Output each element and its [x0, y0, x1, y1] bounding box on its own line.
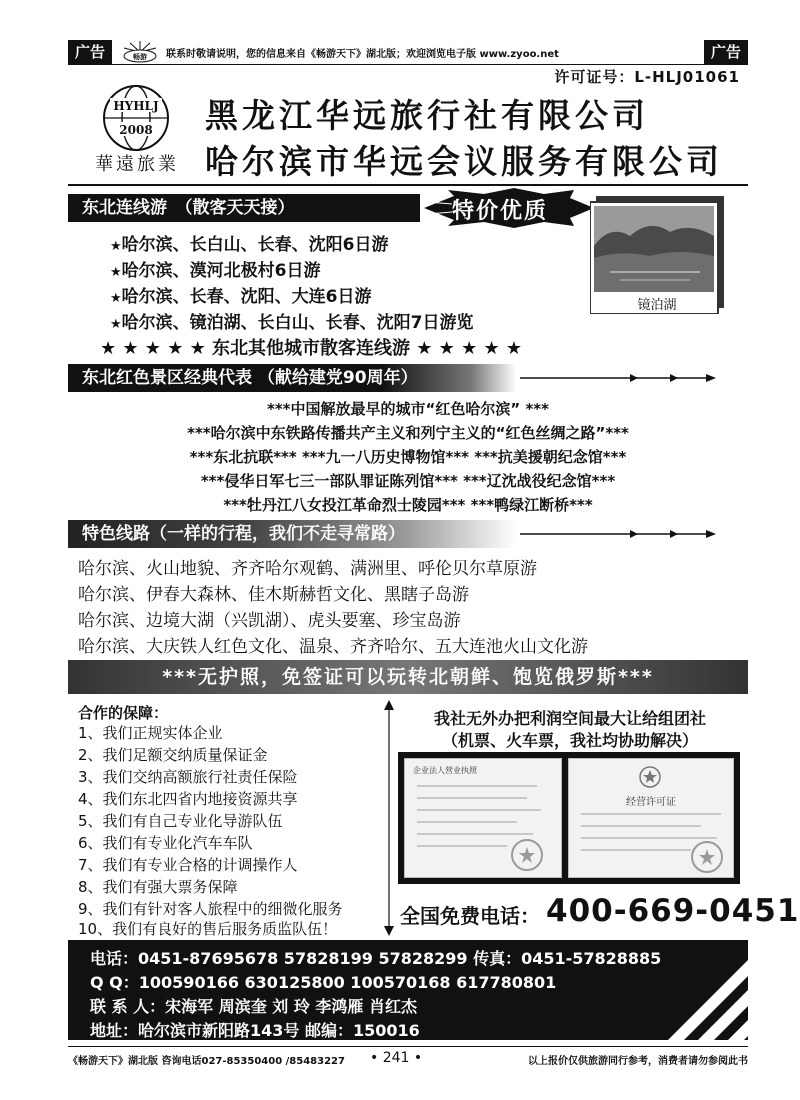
guarantee-item: 5、我们有自己专业化导游队伍 — [78, 812, 283, 830]
guarantee-item: 10、我们有良好的售后服务质监队伍！ — [78, 920, 338, 938]
magazine-logo-icon — [120, 40, 160, 64]
decorative-stripes-icon — [608, 940, 748, 1040]
company-name-2: 哈尔滨市华远会议服务有限公司 — [205, 142, 723, 181]
tour-item — [110, 256, 320, 281]
vertical-arrow-icon — [383, 700, 395, 936]
guarantee-item: 7、我们有专业合格的计调操作人 — [78, 856, 298, 874]
route-item: 哈尔滨、大庆铁人红色文化、温泉、齐齐哈尔、五大连池火山文化游 — [78, 637, 588, 657]
promo-line-1: 我社无外办把利润空间最大让给组团社 — [433, 709, 706, 728]
route-item: 哈尔滨、火山地貌、齐齐哈尔观鹤、满洲里、呼伦贝尔草原游 — [78, 559, 537, 579]
section-featured-routes-title: 特色线路（一样的行程，我们不走寻常路） — [68, 520, 516, 548]
guarantee-item: 6、我们有专业化汽车车队 — [78, 834, 253, 852]
guarantee-item: 9、我们有针对客人旅程中的细微化服务 — [78, 900, 343, 918]
footer-divider — [68, 1046, 748, 1047]
arrow-line-icon — [520, 372, 720, 384]
emblem-line-2: 2008 — [119, 123, 153, 137]
red-site-item: ***侵华日军七三一部队罪证陈列馆*** ***辽沈战役纪念馆*** — [200, 472, 616, 490]
contact-address: 地址：哈尔滨市新阳路143号 邮编：150016 — [90, 1021, 420, 1040]
magazine-logo-text: 畅游 — [133, 53, 147, 61]
tour-item — [110, 308, 473, 333]
official-seal-icon — [689, 839, 725, 875]
official-seal-icon — [509, 837, 545, 873]
top-ad-strip — [68, 40, 748, 64]
photo-caption: 镜泊湖 — [637, 298, 677, 313]
contact-qq: Q Q：100590166 630125800 100570168 617780801 — [90, 973, 557, 992]
other-cities-line: ★ ★ ★ ★ ★ 东北其他城市散客连线游 ★ ★ ★ ★ ★ — [100, 338, 523, 359]
company-name-1: 黑龙江华远旅行社有限公司 — [205, 96, 649, 135]
guarantee-item: 4、我们东北四省内地接资源共享 — [78, 790, 298, 808]
guarantee-item: 1、我们正规实体企业 — [78, 724, 223, 742]
top-notice: 联系时敬请说明，您的信息来自《畅游天下》湖北版；欢迎浏览电子版 www.zyoo.net — [166, 49, 559, 60]
guarantee-title: 合作的保障： — [78, 704, 169, 722]
page-number: • 241 • — [370, 1050, 423, 1066]
operating-permit-image — [568, 758, 734, 878]
footer-disclaimer: 以上报价仅供旅游同行参考，消费者请勿参阅此书 — [528, 1056, 748, 1067]
section-northeast-tours-title: 东北连线游 （散客天天接） — [68, 194, 420, 222]
ad-tag-right: 广告 — [704, 40, 748, 64]
red-site-item: ***牡丹江八女投江革命烈士陵园*** ***鸭绿江断桥*** — [223, 496, 593, 514]
toll-free-label: 全国免费电话： — [400, 904, 540, 928]
footer-magazine-info: 《畅游天下》湖北版 咨询电话027-85350400 /85483227 — [68, 1056, 345, 1067]
guarantee-item: 2、我们足额交纳质量保证金 — [78, 746, 268, 764]
star-icon: ★ — [110, 239, 122, 254]
license-number: 许可证号：L-HLJ01061 — [554, 68, 740, 86]
certificates-panel — [398, 752, 740, 884]
tour-label: 哈尔滨、长白山、长春、沈阳6日游 — [121, 235, 389, 255]
emblem-line-1: HYHLJ — [113, 99, 159, 113]
special-offer-label: 特价优质 — [452, 199, 549, 224]
tour-item — [110, 282, 371, 307]
contact-persons: 联 系 人：宋海军 周滨奎 刘 玲 李鸿雁 肖红杰 — [90, 997, 417, 1016]
header-divider — [68, 184, 748, 186]
route-item: 哈尔滨、边境大湖（兴凯湖）、虎头要塞、珍宝岛游 — [78, 611, 461, 631]
tour-label: 哈尔滨、长春、沈阳、大连6日游 — [121, 287, 372, 307]
red-site-item: ***东北抗联*** ***九一八历史博物馆*** ***抗美援朝纪念馆*** — [189, 448, 627, 466]
star-icon: ★ — [110, 265, 122, 280]
tour-label: 哈尔滨、镜泊湖、长白山、长春、沈阳7日游览 — [121, 313, 474, 333]
guarantee-item: 3、我们交纳高额旅行社责任保险 — [78, 768, 298, 786]
tour-item — [110, 230, 388, 255]
business-license-image — [404, 758, 562, 878]
guarantee-item: 8、我们有强大票务保障 — [78, 878, 238, 896]
star-icon: ★ — [110, 291, 122, 306]
red-site-item: ***哈尔滨中东铁路传播共产主义和列宁主义的“红色丝绸之路”*** — [187, 424, 629, 442]
toll-free-number: 400-669-0451 — [546, 893, 800, 929]
red-site-item: ***中国解放最早的城市“红色哈尔滨” *** — [266, 400, 549, 418]
contact-phone-fax: 电话：0451-87695678 57828199 57828299 传真：0451-57828885 — [90, 949, 662, 968]
promo-line-2: （机票、火车票，我社均协助解决） — [441, 731, 698, 750]
visa-free-banner: ***无护照，免签证可以玩转北朝鲜、饱览俄罗斯*** — [68, 660, 748, 694]
star-icon: ★ — [110, 317, 122, 332]
contact-panel — [68, 940, 748, 1040]
ad-tag-left: 广告 — [68, 40, 112, 64]
national-emblem-icon — [635, 765, 665, 789]
arrow-line-icon — [520, 528, 720, 540]
emblem-brand-text: 華遠旅業 — [95, 154, 179, 175]
route-item: 哈尔滨、伊春大森林、佳木斯赫哲文化、黑瞎子岛游 — [78, 585, 469, 605]
business-license-title: 企业法人营业执照 — [413, 766, 477, 775]
tour-label: 哈尔滨、漠河北极村6日游 — [121, 261, 321, 281]
top-divider — [68, 64, 748, 65]
section-red-tourism-title: 东北红色景区经典代表 （献给建党90周年） — [68, 364, 516, 392]
operating-permit-title: 经营许可证 — [626, 797, 676, 808]
